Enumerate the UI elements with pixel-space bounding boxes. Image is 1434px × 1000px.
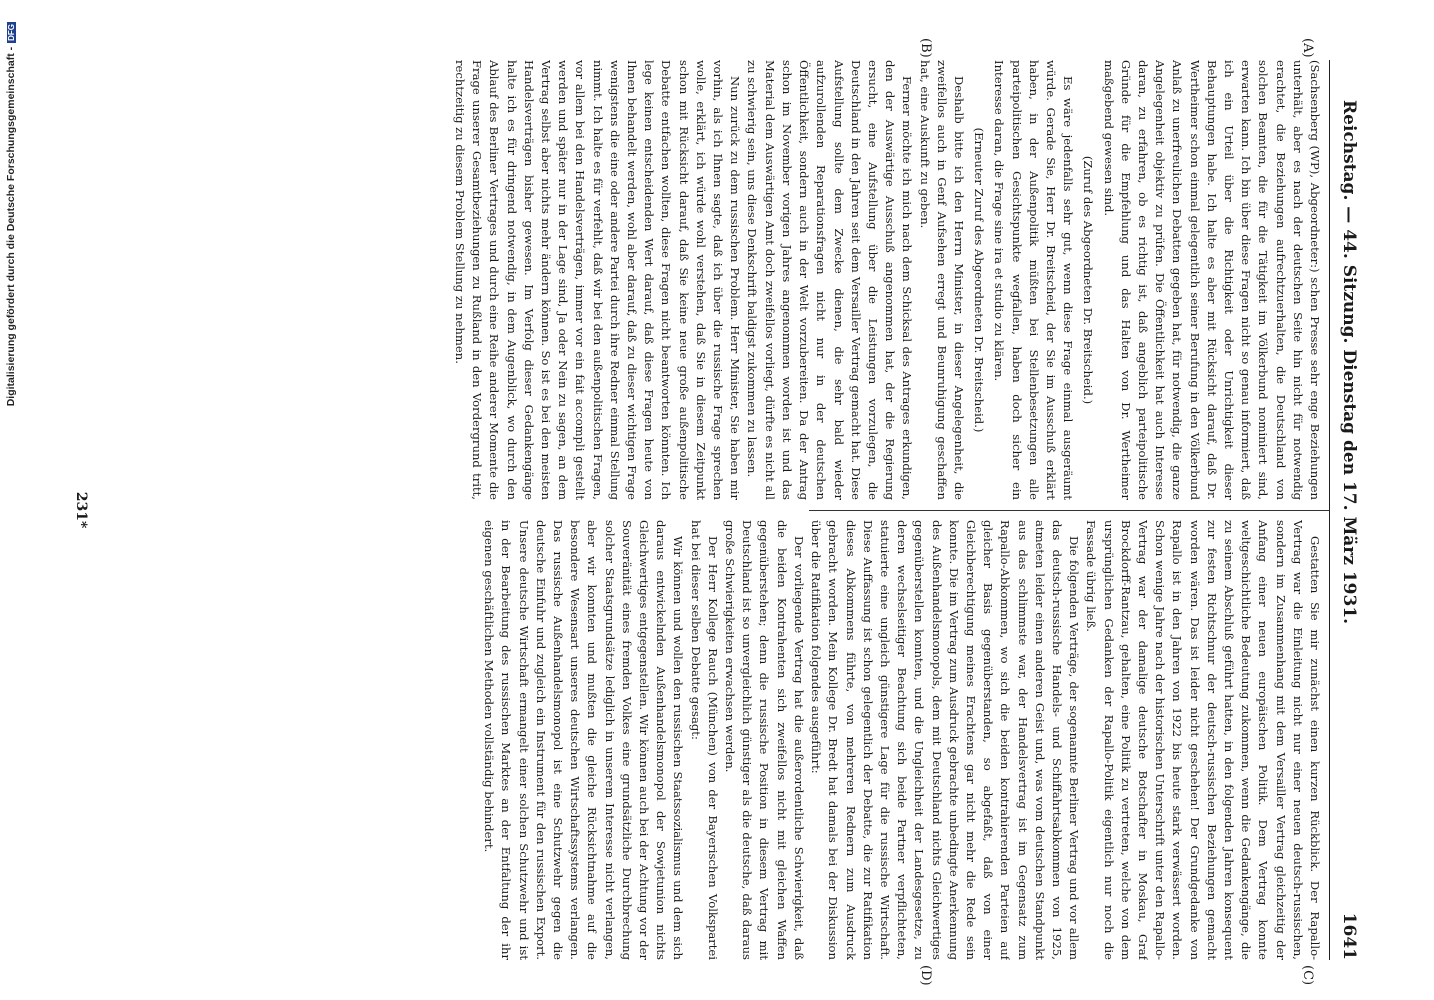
margin-mark-d: (D) [918, 965, 933, 986]
dfg-logo: DFG [6, 24, 16, 41]
page-number: 1641 [1339, 912, 1359, 960]
interjection: (Zuruf des Abgeordneten Dr. Breitscheid.) [1081, 155, 1096, 405]
page-header [1333, 60, 1363, 960]
interjection: (Erneuter Zuruf des Abgeordneten Dr. Breitscheid.) [972, 127, 987, 433]
quote: Der vorliegende Vertrag hat die außerordentliche Schwierigkeit, daß die beiden Kontrahenten sich zweifellos nicht mit gleichen Waffen gegenüberstehen; denn die russische Position in diesem Vertrag mit Deutschland ist so unvergleichlich günstiger als die deutsche, daß daraus große Schwierigkeiten erwachsen werden. [723, 520, 806, 960]
paragraph: Der Herr Kollege Rauch (München) von der Bayerischen Volkspartei hat bei dieser selben Debatte gesagt: [688, 520, 720, 960]
paragraph: Die folgenden Verträge, der sogenannte Berliner Vertrag und vor allem das deutsch-russische Handels- und Schiffahrtsabkommen von 1925, atmeten leider einen anderen Geist und, was vom deutschen Standpunkt aus das schlimmste war, der Handelsvertrag ist im Gegensatz zum Rapallo-Abkommen, wo sich die beiden kontrahierenden Parteien auf gleicher Basis gegenüberstanden, so abgefaßt, daß von einer Gleichberechtigung meines Erachtens gar nicht mehr die Rede sein konnte. Die im Vertrag zum Ausdruck gebrachte unbedingte Anerkennung des Außenhandelsmonopols, dem mit Deutschland nichts Gleichwertiges gegenüberstellen konnten, und die Ungleichheit der Landesgesetze, zu deren wechselseitiger Beachtung sich beide Partner verpflichteten, statuierte eine ungleich günstigere Lage für die russische Wirtschaft. Diese Auffassung ist schon gelegentlich der Debatte, die zur Ratifikation dieses Abkommens führte, von mehreren Rednern zum Ausdruck gebracht worden. Mein Kollege Dr. Bredt hat damals bei der Diskussion über die Ratifikation folgendes ausgeführt: [809, 520, 1082, 960]
paragraph: Gestatten Sie mir zunächst einen kurzen Rückblick. Der Rapallo-Vertrag war die Einleitung nicht nur einer neuen deutsch-russischen, sondern im Zusammenhang mit dem Versailler Vertrag gleichzeitig der Anfang einer neuen europäischen Politik. Dem Vertrag konnte weltgeschichtliche Bedeutung zukommen, wenn die Gedankengänge, die zu seinem Abschluß geführt hatten, in den folgenden Jahren konsequent zur festen Richtschnur der deutsch-russischen Beziehungen gemacht worden wären. Das ist leider nicht geschehen! Der Grundgedanke von Rapallo ist in den Jahren von 1922 bis heute stark verwässert worden. Schon wenige Jahre nach der historischen Unterschrift unter den Rapallo-Vertrag war der damalige deutsche Botschafter in Moskau, Graf Brockdorff-Rantzau, gehalten, eine Politik zu vertreten, welche von dem ursprünglichen Gedanken der Rapallo-Politik eigentlich nur noch die Fassade übrig ließ. [1084, 520, 1322, 960]
sheet-number: 231* [73, 491, 89, 529]
page-title: Reichstag. — 44. Sitzung. Dienstag den 17. März 1931. [1339, 100, 1359, 625]
paragraph: Ferner möchte ich mich nach dem Schicksal des Antrages erkundigen, den der Auswärtige Ausschuß angenommen hat, der die Regierung ersucht, eine Aufstellung über die Leistungen vorzulegen, die Deutschland in den Jahren seit dem Versailler Vertrag gemacht hat. Diese Aufstellung sollte dem Zwecke dienen, die sehr bald wieder aufzurollenden Reparationsfragen nicht nur in der deutschen Öffentlichkeit, sondern auch in der Welt vorzubereiten. Da der Antrag schon im November vorigen Jahres angenommen worden ist und das Material dem Auswärtigen Amt doch zweifellos vorliegt, dürfte es nicht all zu schwierig sein, uns diese Denkschrift baldigst zukommen zu lassen. [745, 60, 915, 500]
paragraph: Nun zurück zu dem russischen Problem. Herr Minister, Sie haben mir vorhin, als ich Ihnen sagte, daß ich über die russische Frage sprechen wolle, erklärt, ich würde wohl verstehen, daß Sie in diesem Zeitpunkt schon mit Rücksicht darauf, daß Sie keine neue große außenpolitische Debatte entfachen wollten, diese Fragen nicht beantworten könnten. Ich lege keinen entscheidenden Wert darauf, daß diese Fragen heute von Ihnen behandelt werden, wohl aber darauf, daß zu dieser wichtigen Frage wenigstens die eine oder andere Partei durch ihre Redner einmal Stellung nimmt. Ich halte es für verfehlt, daß wir bei den außenpolitischen Fragen, vor allem bei den Handelsverträgen, immer vor ein fait accompli gestellt werden und später nur in der Lage sind, Ja oder Nein zu sagen, an dem Vertrag selbst aber nichts mehr ändern können. So ist es bei den meisten Handelsverträgen bisher gewesen. Im Verfolg dieser Gedankengänge halte ich es für dringend notwendig, in dem Augenblick, wo durch den Ablauf des Berliner Vertrages und durch eine Reihe anderer Momente die Frage unserer Gesamtbeziehungen zu Rußland in den Vordergrund tritt, rechtzeitig zu diesem Problem Stellung zu nehmen. [453, 60, 743, 500]
credit-text: Digitalisierung gefördert durch die Deutsche Forschungsgemeinschaft - [5, 46, 17, 407]
left-column [113, 60, 1323, 500]
margin-mark-b: (B) [918, 38, 933, 58]
rotated-page [43, 30, 1373, 990]
right-column [113, 520, 1323, 960]
margin-mark-c: (C) [1300, 965, 1315, 986]
paragraph: Es wäre jedenfalls sehr gut, wenn diese Frage einmal ausgeräumt würde. Gerade Sie, Herr Dr. Breitscheid, der Sie im Ausschuß erklärt haben, in der Außenpolitik müßten bei Stellenbesetzungen alle parteipolitischen Gesichtspunkte wegfallen, haben doch sicher ein Interesse daran, die Frage sine ira et studio zu klären. [992, 60, 1076, 500]
paragraph: Deshalb bitte ich den Herrn Minister, in dieser Angelegenheit, die zweifellos auch in Genf Aufsehen erregt und Beunruhigung geschaffen hat, eine Auskunft zu geben. [917, 60, 966, 500]
paragraph: (Sachsenberg (WP), Abgeordneter:) schen Presse sehr enge Beziehungen unterhält, aber es nach der deutschen Seite hin nicht für notwendig erachtet, die Beziehungen aufrechtzuerhalten, die Deutschland von solchen Beamten, die für die Tätigkeit im Völkerbund nominiert sind, erwarten kann. Ich bin über diese Fragen nicht so genau informiert, daß ich ein Urteil über die Richtigkeit oder Unrichtigkeit dieser Behauptungen habe. Ich halte es aber mit Rücksicht darauf, daß Dr. Wertheimer schon einmal gelegentlich seiner Berufung in den Völkerbund Anlaß zu unerfreulichen Debatten gegeben hat, für notwendig, die ganze Angelegenheit objektiv zu prüfen. Die Öffentlichkeit hat auch Interesse daran, zu erfahren, ob es richtig ist, daß angeblich parteipolitische Gründe für die Empfehlung und das Halten von Dr. Wertheimer maßgebend gewesen sind. [1101, 60, 1322, 500]
digitization-credit [5, 22, 19, 982]
header-rule [1329, 60, 1330, 960]
column-divider [809, 510, 1329, 511]
margin-mark-a: (A) [1300, 38, 1315, 58]
quote: Wir können und wollen den russischen Staatssozialismus und dem sich daraus entwickelnden Außenhandelsmonopol der Sowjetunion nichts Gleichwertiges entgegenstellen. Wir können auch bei der Achtung vor der Souveränität eines fremden Volkes eine grundsätzliche Durchbrechung solcher Staatsgrundsätze lediglich in unserem Interesse nicht verlangen, aber wir konnten und mußten die gleiche Rücksichtnahme auf die besondere Wesensart unseres deutschen Wirtschaftssystems verlangen. Das russische Außenhandelsmonopol ist eine Schutzwehr gegen die deutsche Einfuhr und zugleich ein Instrument für den russischen Export. Unsere deutsche Wirtschaft ermangelt einer solchen Schutzwehr und ist in der Bearbeitung des russischen Marktes an der Entfaltung der ihr eigenen geschäftlichen Methoden vollständig behindert. [482, 520, 686, 960]
